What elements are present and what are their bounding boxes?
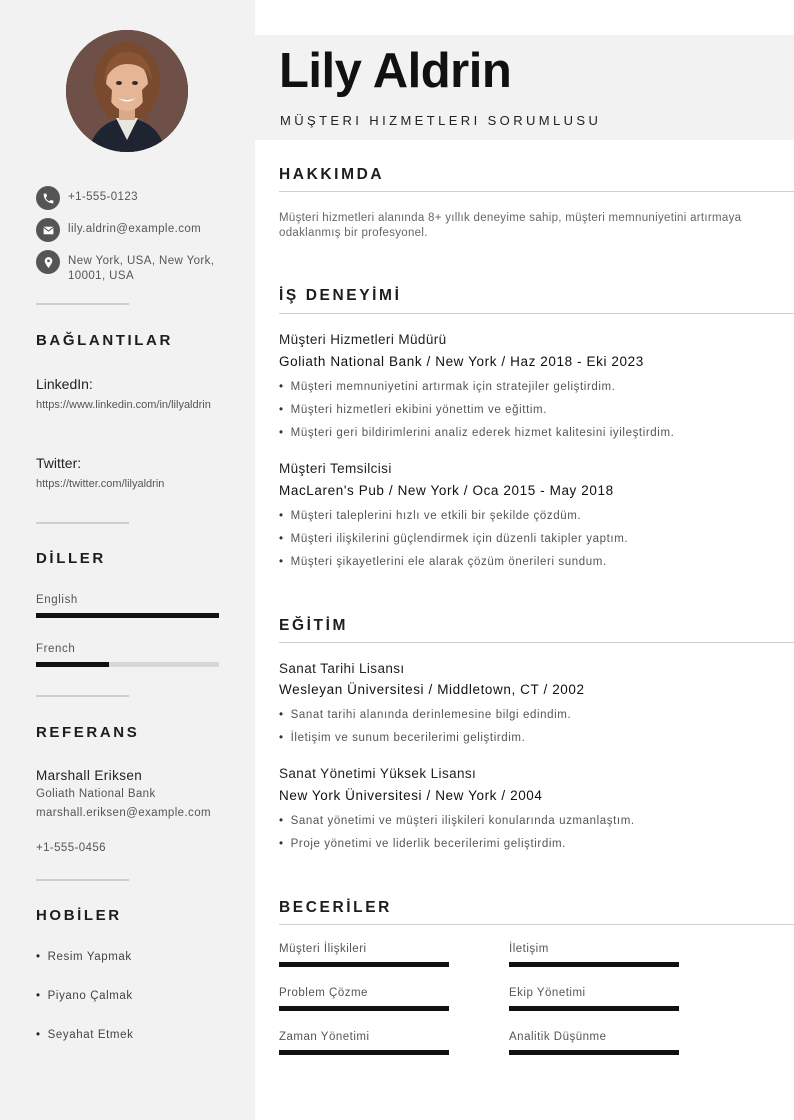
experience-heading: İŞ DENEYİMİ [279,287,402,304]
divider [36,879,129,881]
language-level-fill [36,613,219,618]
languages-heading: DİLLER [36,550,106,567]
sidebar [0,0,255,1120]
job-bullet: • Müşteri geri bildirimlerini analiz ederek hizmet kalitesini iyileştirdim. [279,427,674,439]
contact-section [36,186,226,292]
hobby-item: • Seyahat Etmek [36,1029,133,1041]
job-position: Müşteri Temsilcisi [279,461,392,476]
skill-name: İletişim [509,943,549,955]
phone-icon [36,186,60,210]
skill-name: Zaman Yönetimi [279,1031,370,1043]
skill-level-bar [279,1050,449,1055]
main-content [255,0,794,1120]
reference-company: Goliath National Bank [36,788,156,800]
education-bullet: • İletişim ve sunum becerilerimi geliştirdim. [279,732,525,744]
section-rule [279,924,794,925]
about-text: Müşteri hizmetleri alanında 8+ yıllık deneyime sahip, müşteri memnuniyetini artırmaya odaklanmış bir profesyonel. [279,212,742,239]
skill-name: Ekip Yönetimi [509,987,586,999]
job-bullet: • Müşteri hizmetleri ekibini yönettim ve eğittim. [279,404,547,416]
linkedin-label: LinkedIn: [36,376,93,392]
job-company-line: Goliath National Bank / New York / Haz 2018 - Eki 2023 [279,354,644,369]
contact-address [36,250,226,284]
twitter-url[interactable]: https://twitter.com/lilyaldrin [36,478,165,490]
address-text [68,250,214,284]
job-bullet: • Müşteri şikayetlerini ele alarak çözüm önerileri sundum. [279,556,607,568]
skills-heading: BECERİLER [279,899,392,916]
school-line: New York Üniversitesi / New York / 2004 [279,788,543,803]
job-bullet: • Müşteri taleplerini hızlı ve etkili bir şekilde çözdüm. [279,510,581,522]
language-name: English [36,594,78,606]
reference-name: Marshall Eriksen [36,768,143,783]
envelope-icon [36,218,60,242]
divider [36,303,129,305]
contact-phone [36,186,226,210]
address-line2: 10001, USA [68,270,135,282]
job-company-line: MacLaren's Pub / New York / Oca 2015 - May 2018 [279,483,614,498]
school-line: Wesleyan Üniversitesi / Middletown, CT / 2002 [279,682,585,697]
email-text: lily.aldrin@example.com [68,223,202,235]
skill-level-bar [509,1050,679,1055]
language-level-bar [36,613,219,618]
hobby-item: • Resim Yapmak [36,951,132,963]
skill-name: Müşteri İlişkileri [279,943,367,955]
header-band [255,35,794,140]
job-position: Müşteri Hizmetleri Müdürü [279,332,447,347]
twitter-label: Twitter: [36,455,82,471]
skill-level-bar [279,1006,449,1011]
education-heading: EĞİTİM [279,617,348,634]
language-level-fill [36,662,109,667]
job-title: MÜŞTERI HIZMETLERI SORUMLUSU [280,113,602,128]
education-bullet: • Sanat tarihi alanında derinlemesine bilgi edindim. [279,709,571,721]
divider [36,522,129,524]
hobbies-heading: HOBİLER [36,907,122,924]
avatar [66,30,188,152]
reference-phone: +1-555-0456 [36,842,106,854]
divider [36,695,129,697]
hobby-item: • Piyano Çalmak [36,990,133,1002]
degree-title: Sanat Yönetimi Yüksek Lisansı [279,766,477,781]
section-rule [279,191,794,192]
address-line1: New York, USA, New York, [68,255,215,267]
skill-level-bar [509,962,679,967]
skill-level-bar [279,962,449,967]
reference-email[interactable]: marshall.eriksen@example.com [36,807,211,819]
phone-text: +1-555-0123 [68,191,138,203]
skill-name: Problem Çözme [279,987,368,999]
section-rule [279,313,794,314]
about-heading: HAKKIMDA [279,166,385,183]
person-name: Lily Aldrin [279,44,512,98]
language-level-bar [36,662,219,667]
map-pin-icon [36,250,60,274]
job-bullet: • Müşteri ilişkilerini güçlendirmek için düzenli takipler yaptım. [279,533,628,545]
skill-name: Analitik Düşünme [509,1031,607,1043]
contact-email [36,218,226,242]
language-name: French [36,643,76,655]
education-bullet: • Sanat yönetimi ve müşteri ilişkileri konularında uzmanlaştım. [279,815,635,827]
links-heading: BAĞLANTILAR [36,332,173,349]
section-rule [279,642,794,643]
job-bullet: • Müşteri memnuniyetini artırmak için stratejiler geliştirdim. [279,381,616,393]
degree-title: Sanat Tarihi Lisansı [279,661,405,676]
reference-heading: REFERANS [36,724,140,741]
linkedin-url[interactable]: https://www.linkedin.com/in/lilyaldrin [36,399,211,411]
education-bullet: • Proje yönetimi ve liderlik becerilerimi geliştirdim. [279,838,566,850]
skill-level-bar [509,1006,679,1011]
